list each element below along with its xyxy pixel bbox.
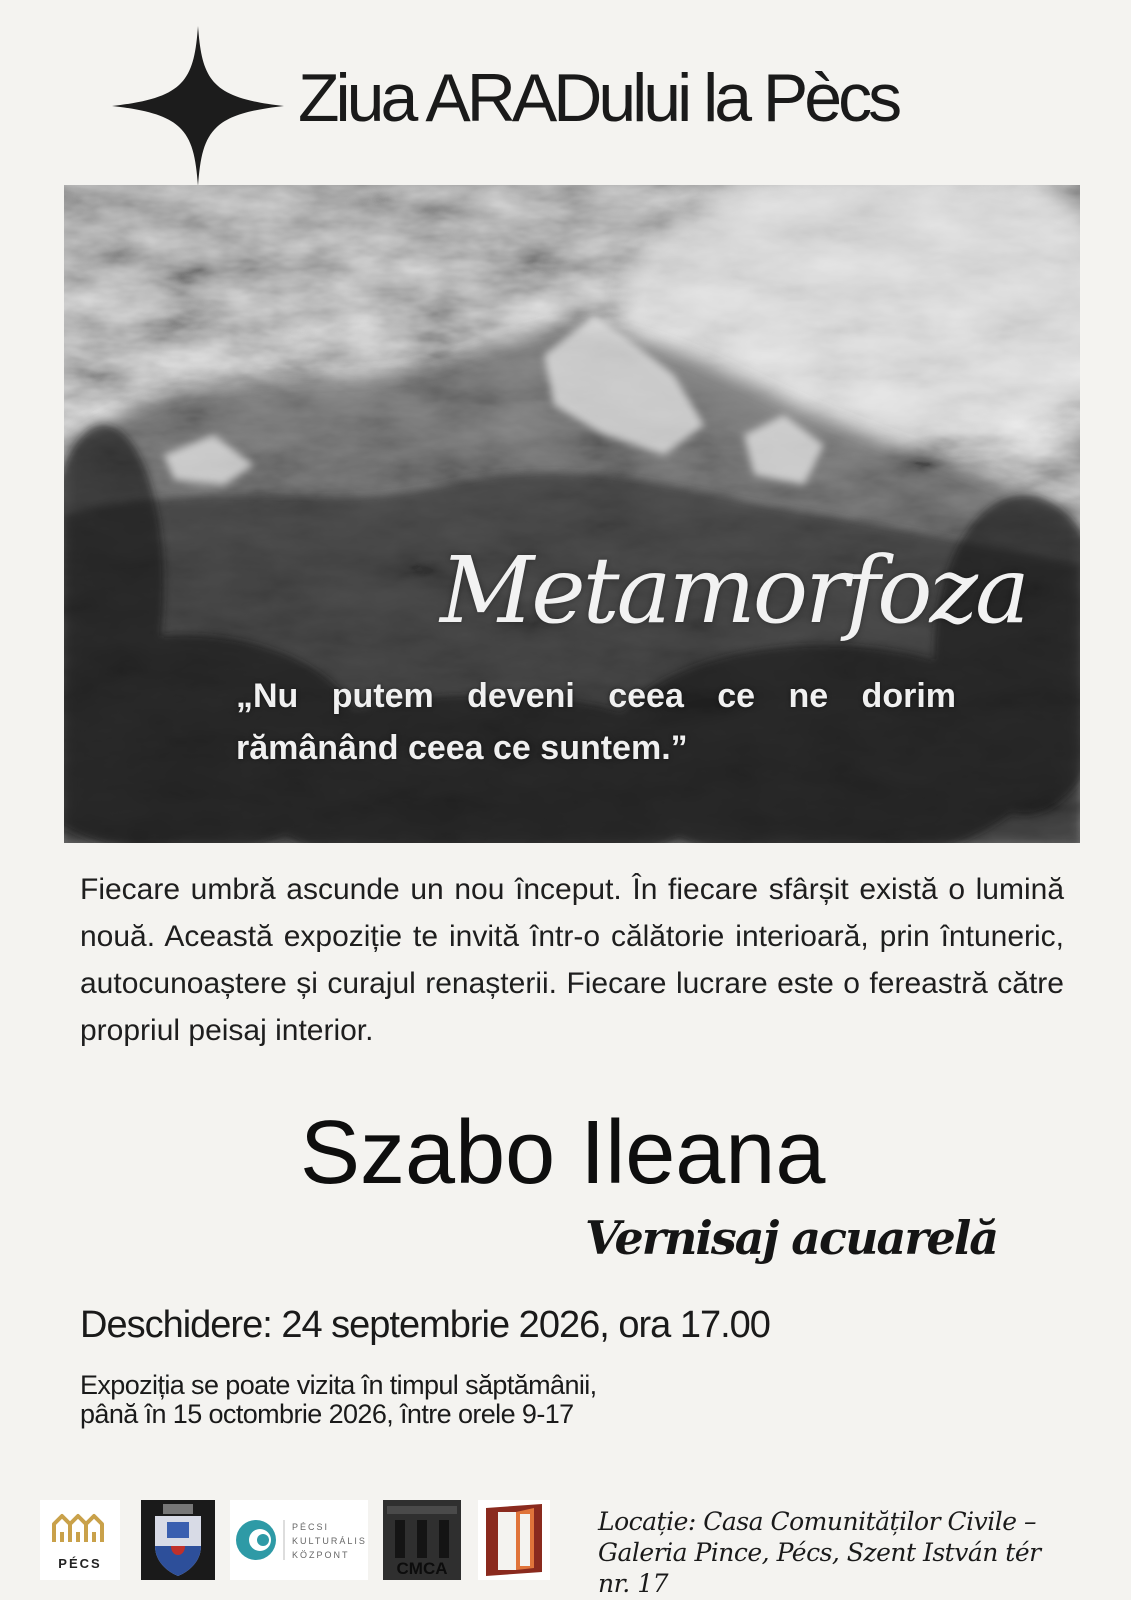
coat-of-arms-logo (141, 1500, 215, 1580)
pecs-logo-text: PÉCS (58, 1556, 102, 1571)
artist-name: Szabo Ileana (300, 1103, 826, 1203)
pkk-logo-text: KÖZPONT (292, 1550, 350, 1560)
book-logo (478, 1500, 550, 1580)
pecs-city-logo (40, 1500, 120, 1580)
quote: „Nu putem deveni ceea ce ne dorim rămânând ceea ce suntem.” (236, 677, 956, 767)
exhibit-description: Fiecare umbră ascunde un nou început. În fiecare sfârșit există o lumină nouă. Această expoziție te invită într-o călătorie interioară, prin întuneric, autocunoaștere și curajul renașterii. Fiecare lucrare este o fereastră către propriul peisaj interior. (80, 873, 1064, 1047)
event-location: Locație: Casa Comunităților Civile – Galeria Pince, Pécs, Szent István tér nr. 17 (598, 1507, 1041, 1598)
cmca-logo-text: CMCA (396, 1559, 448, 1578)
event-title: Ziua ARADului la Pècs (298, 60, 899, 136)
pkk-logo-text: PÉCSI (292, 1522, 330, 1532)
cmca-logo (383, 1500, 461, 1580)
pkk-logo-text: KULTURÁLIS (292, 1536, 367, 1546)
event-type: Vernisaj acuarelă (585, 1211, 998, 1265)
pecsi-kulturalis-kozpont-logo (230, 1500, 368, 1580)
four-point-star-icon (112, 26, 284, 186)
visiting-hours-line: Expoziția se poate vizita în timpul săptămânii, (80, 1370, 597, 1400)
exhibit-title: Metamorfoza (440, 537, 1027, 644)
opening-date: Deschidere: 24 septembrie 2026, ora 17.00 (80, 1304, 770, 1346)
visiting-hours-line: până în 15 octombrie 2026, între orele 9-17 (80, 1399, 574, 1429)
